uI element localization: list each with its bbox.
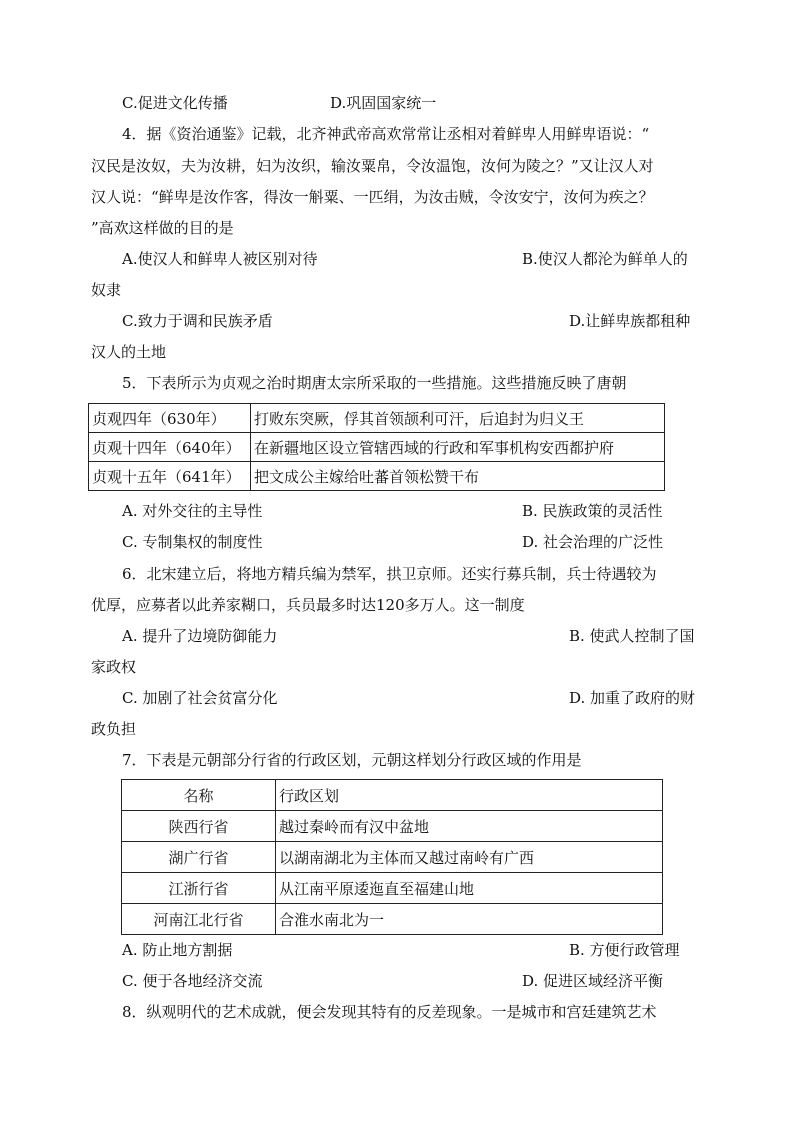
q6-option-b-cont: 家政权 (91, 658, 137, 676)
q8-stem-line1: 8．纵观明代的艺术成就，便会发现其特有的反差现象。一是城市和宫廷建筑艺术 (122, 1003, 657, 1021)
table-cell: 越过秦岭而有汉中盆地 (276, 811, 663, 842)
table-cell: 贞观四年（630年） (89, 404, 251, 433)
table-cell: 合淮水南北为一 (276, 904, 663, 935)
q6-option-d: D. 加重了政府的财 (569, 689, 696, 707)
table-header-cell: 行政区划 (276, 780, 663, 811)
table-row (122, 811, 663, 842)
q6-option-c: C. 加剧了社会贫富分化 (122, 689, 278, 707)
q6-option-b: B. 使武人控制了国 (569, 627, 695, 645)
q4-stem-line4: ”高欢这样做的目的是 (91, 219, 234, 237)
table-row (89, 433, 665, 462)
table-header-cell: 名称 (122, 780, 276, 811)
q4-stem-line2: 汉民是汝奴，夫为汝耕，妇为汝织，输汝粟帛，令汝温饱，汝何为陵之？”又让汉人对 (91, 157, 654, 175)
q6-stem-line2: 优厚，应募者以此养家糊口，兵员最多时达120多万人。这一制度 (91, 596, 525, 614)
q6-option-d-cont: 政负担 (91, 720, 137, 738)
q5-stem: 5．下表所示为贞观之治时期唐太宗所采取的一些措施。这些措施反映了唐朝 (122, 374, 627, 392)
q4-option-d: D.让鲜卑族都租种 (569, 312, 691, 330)
q5-option-c: C. 专制集权的制度性 (122, 533, 263, 551)
table-row (122, 904, 663, 935)
table-cell: 以湖南湖北为主体而又越过南岭有广西 (276, 842, 663, 873)
table-row (122, 873, 663, 904)
q4-stem-line1: 4．据《资治通鉴》记载，北齐神武帝高欢常常让丞相对着鲜卑人用鲜卑语说：“ (122, 125, 650, 143)
q5-option-b: B. 民族政策的灵活性 (522, 502, 663, 520)
q5-table (88, 403, 665, 491)
q4-option-a: A.使汉人和鲜卑人被区别对待 (122, 250, 318, 268)
table-cell: 在新疆地区设立管辖西域的行政和军事机构安西都护府 (251, 433, 665, 462)
q7-option-d: D. 促进区域经济平衡 (522, 972, 664, 990)
q3-option-c: C.促进文化传播 (122, 94, 228, 112)
q5-option-a: A. 对外交往的主导性 (122, 502, 263, 520)
table-cell: 湖广行省 (122, 842, 276, 873)
table-row (89, 404, 665, 433)
q7-option-a: A. 防止地方割据 (122, 941, 233, 959)
q4-stem-line3: 汉人说：“鲜卑是汝作客，得汝一斛粟、一匹绢，为汝击贼，令汝安宁，汝何为疾之？ (91, 188, 654, 206)
table-cell: 贞观十四年（640年） (89, 433, 251, 462)
q4-option-c: C.致力于调和民族矛盾 (122, 312, 273, 330)
table-cell: 打败东突厥，俘其首领颉利可汗，后追封为归义王 (251, 404, 665, 433)
q3-option-d: D.巩固国家统一 (330, 94, 437, 112)
table-cell: 从江南平原逶迤直至福建山地 (276, 873, 663, 904)
table-row (122, 842, 663, 873)
q5-option-d: D. 社会治理的广泛性 (522, 533, 664, 551)
table-row (89, 462, 665, 491)
table-cell: 把文成公主嫁给吐蕃首领松赞干布 (251, 462, 665, 491)
q7-option-c: C. 便于各地经济交流 (122, 972, 263, 990)
q6-stem-line1: 6．北宋建立后，将地方精兵编为禁军，拱卫京师。还实行募兵制，兵士待遇较为 (122, 565, 657, 583)
q7-stem: 7．下表是元朝部分行省的行政区划，元朝这样划分行政区域的作用是 (122, 751, 582, 769)
q7-table (121, 779, 663, 935)
table-cell: 贞观十五年（641年） (89, 462, 251, 491)
table-cell: 陕西行省 (122, 811, 276, 842)
table-cell: 河南江北行省 (122, 904, 276, 935)
q4-option-b: B.使汉人都沦为鲜单人的 (522, 250, 688, 268)
q7-option-b: B. 方便行政管理 (569, 941, 680, 959)
q6-option-a: A. 提升了边境防御能力 (122, 627, 278, 645)
q4-option-d-cont: 汉人的土地 (91, 343, 167, 361)
table-cell: 江浙行省 (122, 873, 276, 904)
table-header-row (122, 780, 663, 811)
q4-option-b-cont: 奴隶 (91, 281, 122, 299)
